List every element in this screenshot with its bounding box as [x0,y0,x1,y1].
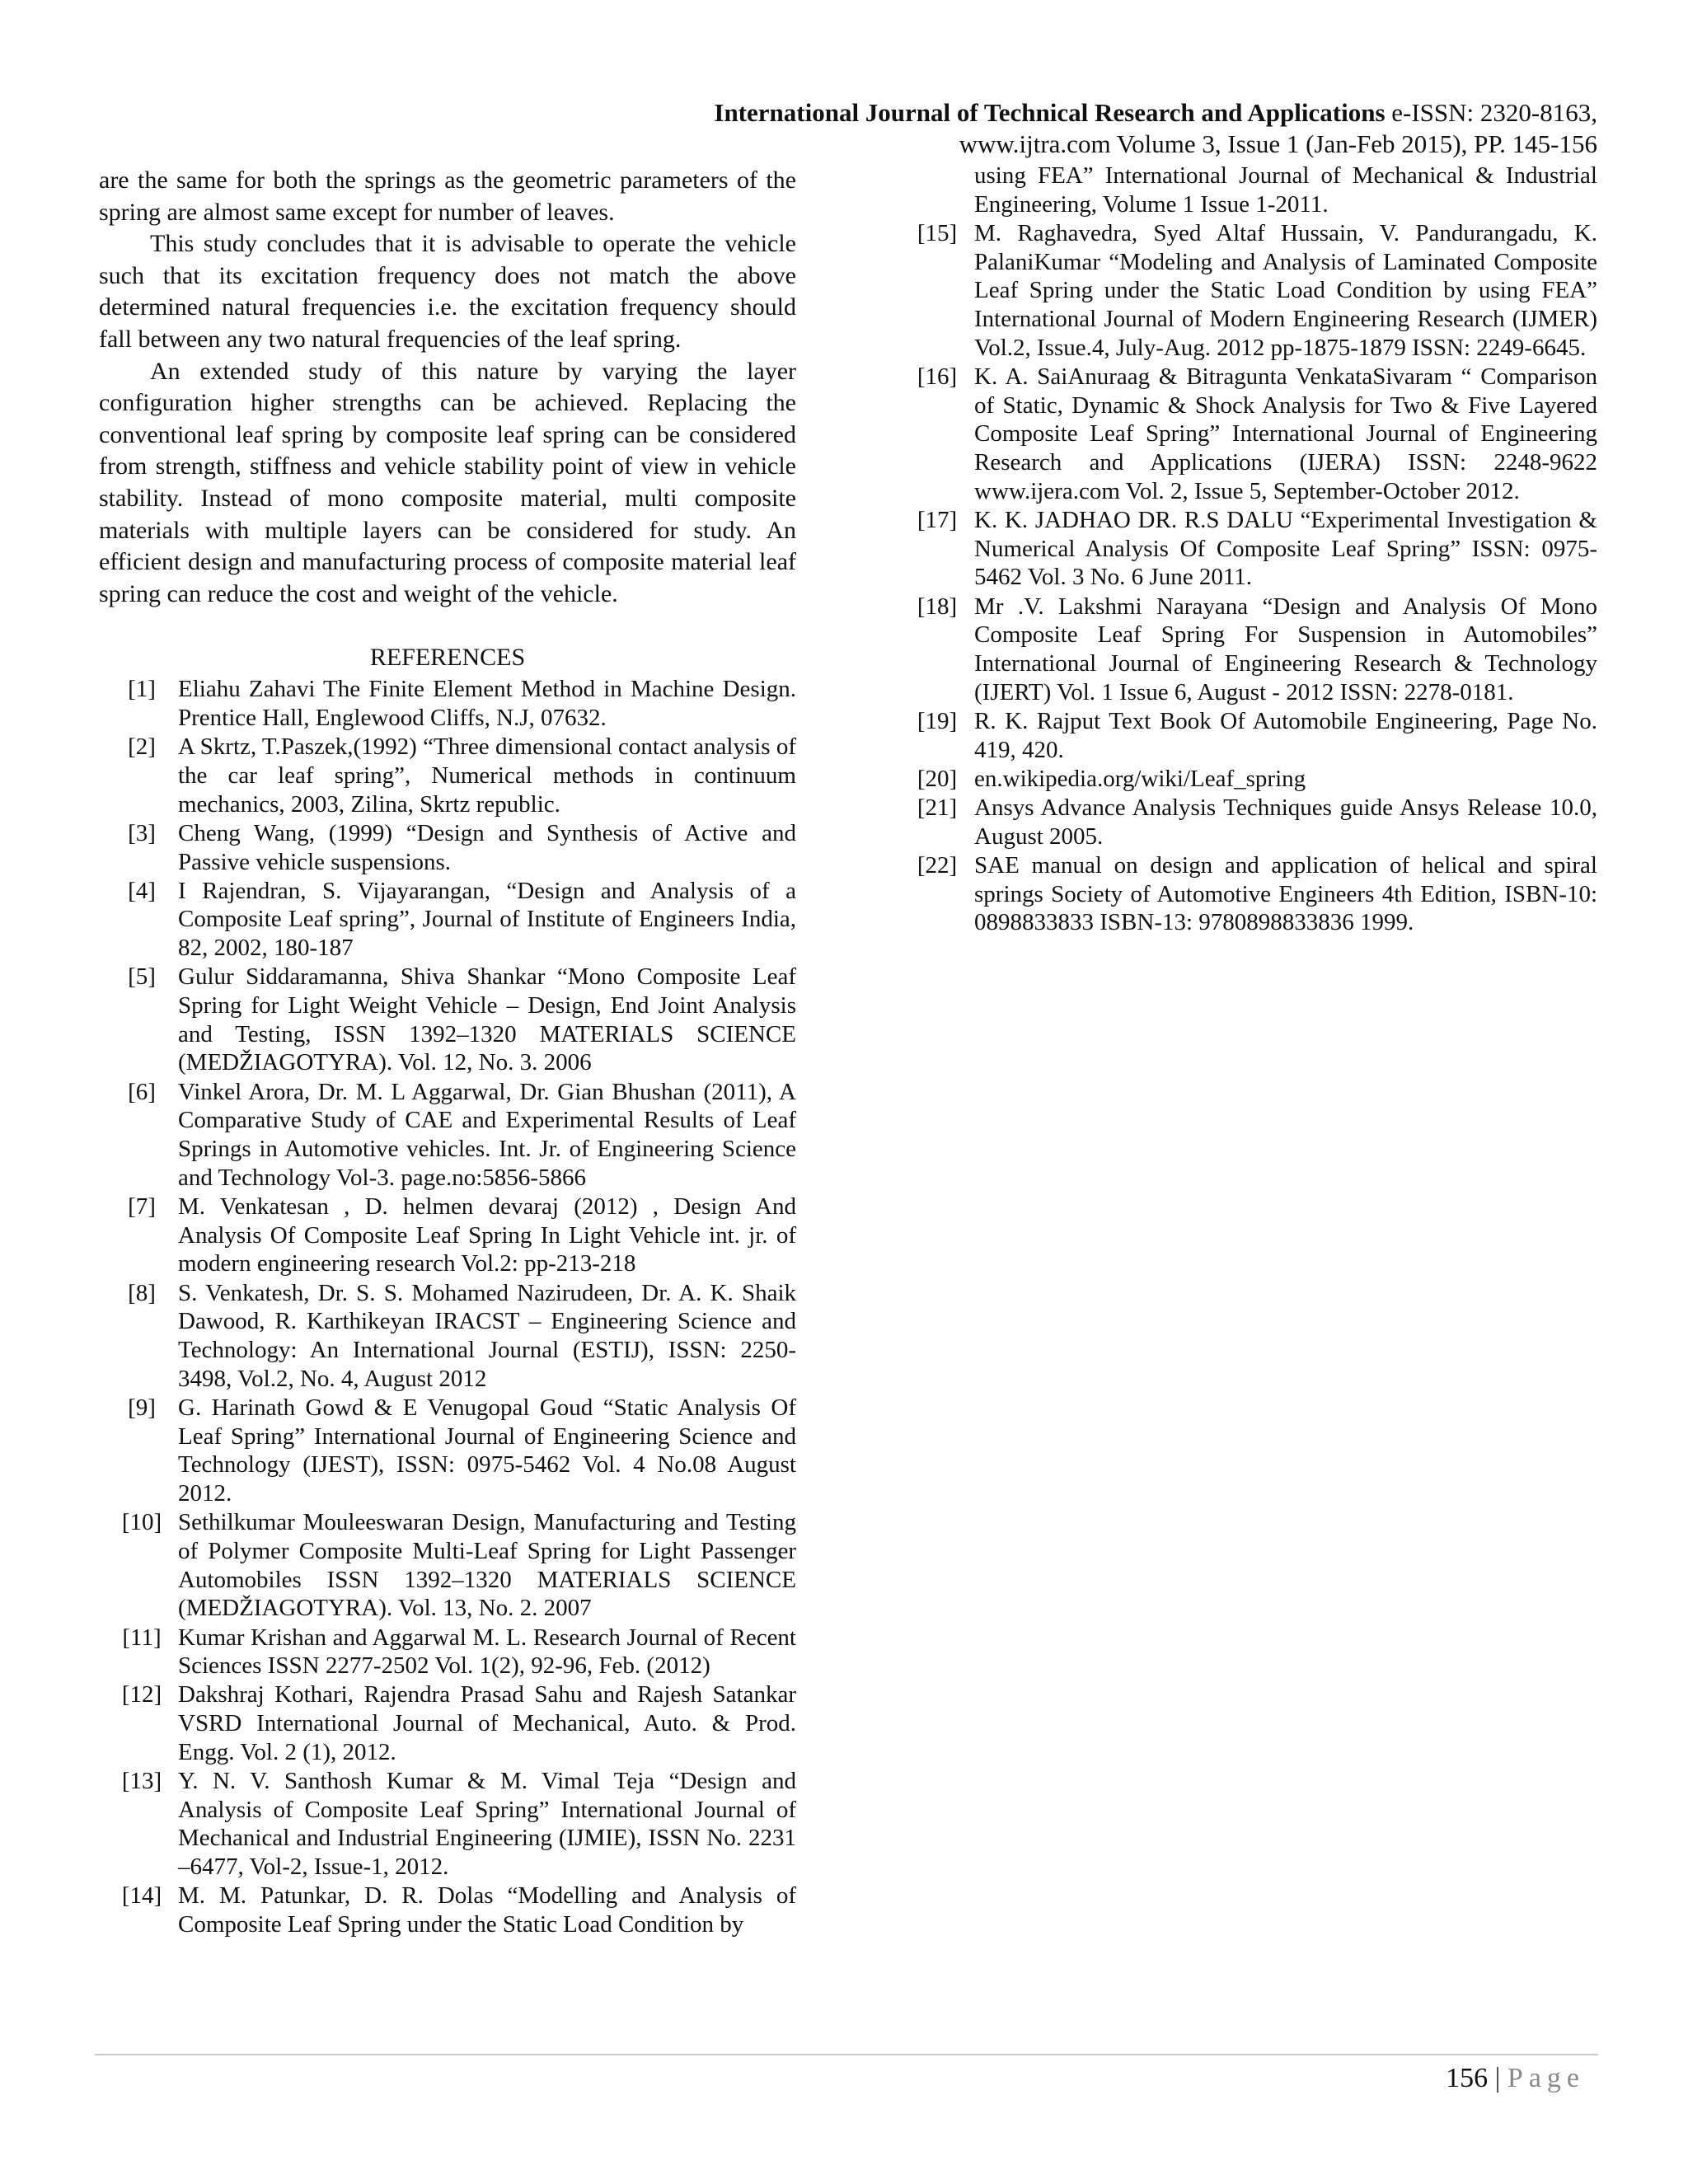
reference-item [900,593,1597,707]
references-heading: REFERENCES [369,644,526,672]
left-column [99,165,796,1939]
reference-number: [19] [917,707,958,734]
reference-number: [20] [917,765,958,792]
reference-item [900,506,1597,592]
reference-number: [8] [128,1279,156,1306]
reference-text: Y. N. V. Santhosh Kumar & M. Vimal Teja “Design and Analysis of Composite Leaf Spring” International Journal of Mechanical and Industrial Engineering (IJMIE), ISSN No. 2231 –6477, Vol-2, Issue-1, 2012. [178,1768,796,1881]
reference-item [900,851,1597,937]
reference-number: [5] [128,963,156,991]
reference-item [99,1767,796,1882]
reference-number: [6] [128,1078,156,1105]
body-paragraph-3: An extended study of this nature by varying the layer configuration higher strengths can be achieved. Replacing the conventional leaf spring by composite leaf spring can be considered from strength, stiffness and vehicle stability point of view in vehicle stability. Instead of mono composite material, multi composite materials with multiple layers can be considered for study. An efficient design and manufacturing process of composite material leaf spring can reduce the cost and weight of the vehicle. [99,357,796,607]
reference-text: Mr .V. Lakshmi Narayana “Design and Analysis Of Mono Composite Leaf Spring For Suspension in Automobiles” International Journal of Engineering Research & Technology (IJERT) Vol. 1 Issue 6, August - 2012 ISSN: 2278-0181. [974,593,1597,705]
reference-text: Vinkel Arora, Dr. M. L Aggarwal, Dr. Gian Bhushan (2011), A Comparative Study of CAE and Experimental Results of Leaf Springs in Automotive vehicles. Int. Jr. of Engineering Science and Technology Vol-3. page.no:5856-5866 [178,1078,796,1191]
journal-name: International Journal of Technical Research and Applications [714,98,1386,127]
reference-item [99,1680,796,1766]
reference-item [99,1394,796,1508]
page-footer [1446,2062,1585,2095]
reference-text: SAE manual on design and application of helical and spiral springs Society of Automotive Engineers 4th Edition, ISBN-10: 0898833833 ISBN-13: 9780898833836 1999. [974,851,1597,936]
footer-separator: | [1494,2063,1501,2093]
reference-text: M. Raghavedra, Syed Altaf Hussain, V. Pandurangadu, K. PalaniKumar “Modeling and Analysis of Laminated Composite Leaf Spring under the Static Load Condition by using FEA” International Journal of Modern Engineering Research (IJMER) Vol.2, Issue.4, July-Aug. 2012 pp-1875-1879 ISSN: 2249-6645. [974,219,1597,361]
reference-number: [18] [917,593,958,620]
reference-number: [12] [121,1681,162,1708]
reference-text: Kumar Krishan and Aggarwal M. L. Research Journal of Recent Sciences ISSN 2277-2502 Vol. 1(2), 92-96, Feb. (2012) [178,1624,796,1680]
footer-divider [95,2054,1598,2055]
reference-item [99,1193,796,1278]
reference-text: Dakshraj Kothari, Rajendra Prasad Sahu and Rajesh Satankar VSRD International Journal of Mechanical, Auto. & Prod. Engg. Vol. 2 (1), 2012. [178,1681,796,1765]
reference-text: M. Venkatesan , D. helmen devaraj (2012) , Design And Analysis Of Composite Leaf Spring In Light Vehicle int. jr. of modern engineering research Vol.2: pp-213-218 [178,1193,796,1277]
reference-text: K. K. JADHAO DR. R.S DALU “Experimental Investigation & Numerical Analysis Of Composite Leaf Spring” ISSN: 0975-5462 Vol. 3 No. 6 June 2011. [974,506,1597,591]
reference-item [99,733,796,818]
reference-number: [11] [122,1624,162,1651]
reference-text: using FEA” International Journal of Mechanical & Industrial Engineering, Volume 1 Issue 1-2011. [974,162,1597,218]
reference-text: A Skrtz, T.Paszek,(1992) “Three dimensional contact analysis of the car leaf spring”, Numerical methods in continuum mechanics, 2003, Zilina, Skrtz republic. [178,733,796,818]
reference-item [99,963,796,1077]
reference-item [900,219,1597,363]
reference-item [99,1508,796,1623]
reference-number: [14] [121,1882,162,1910]
reference-number: [9] [128,1394,156,1421]
reference-item [900,363,1597,506]
reference-item [900,765,1597,794]
reference-list-left [99,675,796,1938]
reference-text: Cheng Wang, (1999) “Design and Synthesis of Active and Passive vehicle suspensions. [178,819,796,875]
header-line-2: www.ijtra.com Volume 3, Issue 1 (Jan-Feb 2015), PP. 145-156 [959,129,1597,158]
reference-text: Sethilkumar Mouleeswaran Design, Manufacturing and Testing of Polymer Composite Multi-Leaf Spring for Light Passenger Automobiles ISSN 1392–1320 MATERIALS SCIENCE (MEDŽIAGOTYRA). Vol. 13, No. 2. 2007 [178,1509,796,1622]
reference-text: I Rajendran, S. Vijayarangan, “Design and Analysis of a Composite Leaf spring”, Journal of Institute of Engineers India, 82, 2002, 180-187 [178,877,796,962]
reference-text: Gulur Siddaramanna, Shiva Shankar “Mono Composite Leaf Spring for Light Weight Vehicle – Design, End Joint Analysis and Testing, ISSN 1392–1320 MATERIALS SCIENCE (MEDŽIAGOTYRA). Vol. 12, No. 3. 2006 [178,963,796,1076]
page-number: 156 [1446,2063,1489,2093]
reference-text: G. Harinath Gowd & E Venugopal Goud “Static Analysis Of Leaf Spring” International Journal of Engineering Science and Technology (IJEST), ISSN: 0975-5462 Vol. 4 No.08 August 2012. [178,1394,796,1507]
reference-continuation [900,162,1597,218]
reference-item [900,794,1597,851]
page-label: Page [1507,2063,1585,2093]
journal-issn: e-ISSN: 2320-8163, [1385,98,1597,127]
reference-number: [2] [128,733,156,761]
reference-number: [10] [121,1509,162,1536]
reference-number: [16] [917,363,958,390]
reference-item [99,1624,796,1680]
body-paragraph-2: This study concludes that it is advisable to operate the vehicle such that its excitation frequency does not match the above determined natural frequencies i.e. the excitation frequency should fall between any two natural frequencies of the leaf spring. [99,230,796,353]
reference-number: [15] [917,219,958,246]
body-paragraph-1: are the same for both the springs as the geometric parameters of the spring are almost same except for number of leaves. [99,166,796,226]
reference-item [900,707,1597,764]
reference-number: [7] [128,1193,156,1220]
reference-list-right [900,219,1597,937]
reference-number: [21] [917,794,958,821]
reference-number: [13] [121,1768,162,1795]
reference-number: [22] [917,851,958,879]
right-column [900,162,1597,937]
reference-item [99,1882,796,1938]
reference-text: K. A. SaiAnuraag & Bitragunta VenkataSivaram “ Comparison of Static, Dynamic & Shock Analysis for Two & Five Layered Composite Leaf Spring” International Journal of Engineering Research and Applications (IJERA) ISSN: 2248-9622 www.ijera.com Vol. 2, Issue 5, September-October 2012. [974,363,1597,504]
reference-number: [1] [128,676,156,703]
running-header [443,97,1597,160]
reference-text: M. M. Patunkar, D. R. Dolas “Modelling and Analysis of Composite Leaf Spring under the Static Load Condition by [178,1882,796,1938]
reference-text: S. Venkatesh, Dr. S. S. Mohamed Nazirudeen, Dr. A. K. Shaik Dawood, R. Karthikeyan IRACST – Engineering Science and Technology: An International Journal (ESTIJ), ISSN: 2250-3498, Vol.2, No. 4, August 2012 [178,1279,796,1392]
reference-text: Ansys Advance Analysis Techniques guide Ansys Release 10.0, August 2005. [974,794,1597,850]
reference-item [99,1078,796,1193]
reference-text: en.wikipedia.org/wiki/Leaf_spring [974,765,1306,792]
reference-number: [4] [128,877,156,904]
reference-text: Eliahu Zahavi The Finite Element Method in Machine Design. Prentice Hall, Englewood Cliffs, N.J, 07632. [178,676,796,732]
reference-number: [17] [917,506,958,533]
reference-item [99,675,796,732]
header-line-1 [443,97,1597,129]
reference-number: [3] [128,819,156,846]
reference-text: R. K. Rajput Text Book Of Automobile Engineering, Page No. 419, 420. [974,707,1597,763]
reference-item [99,877,796,963]
reference-item [99,819,796,876]
reference-item [99,1279,796,1394]
